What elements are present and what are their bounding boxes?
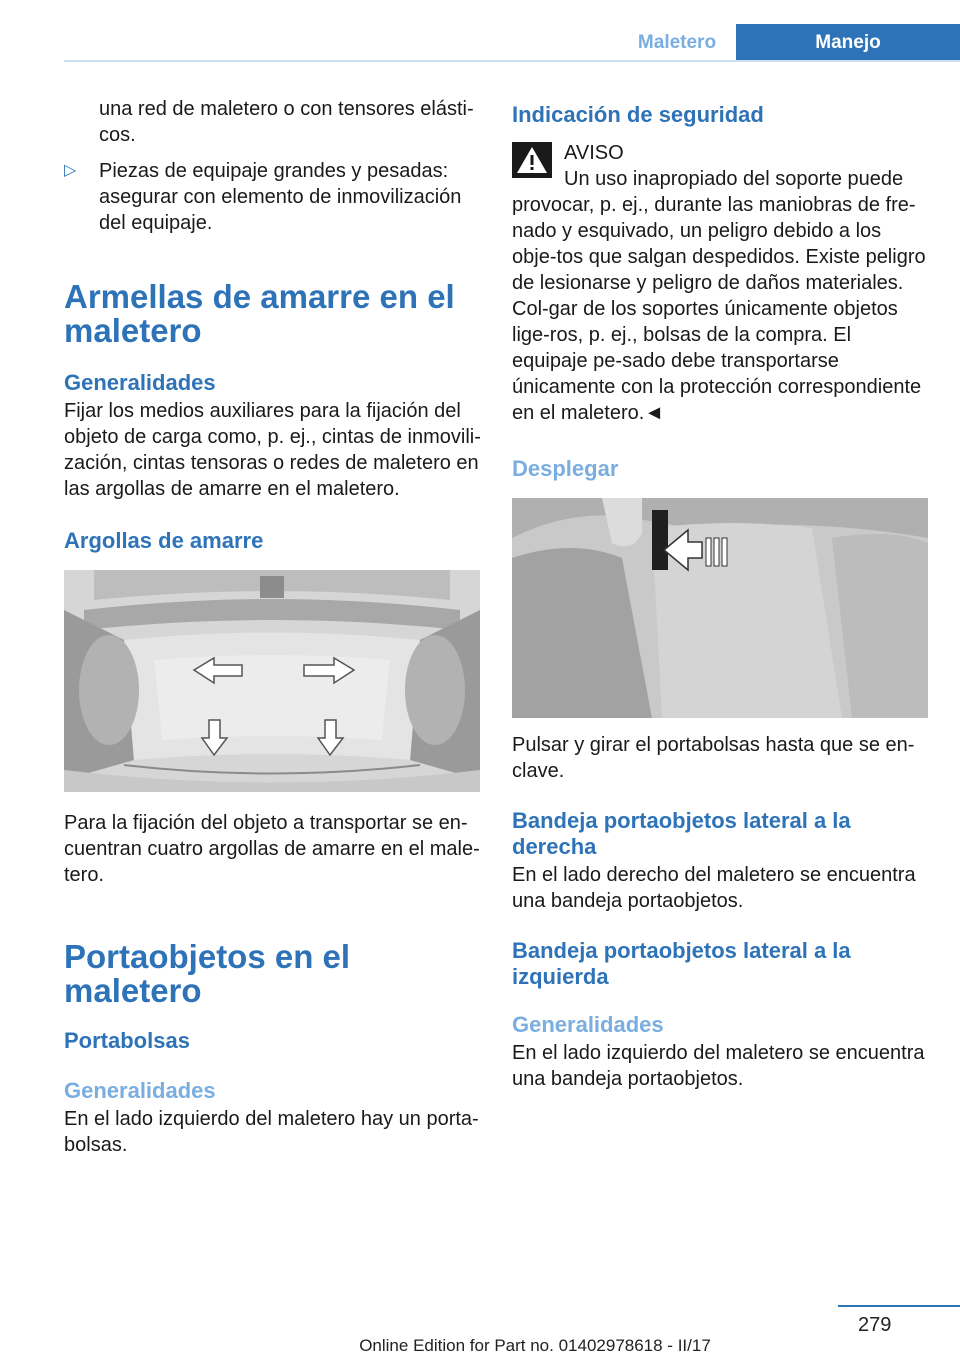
subheading-desplegar: Desplegar [512,456,619,481]
list-item [64,158,484,236]
paragraph-bandeja-derecha: En el lado derecho del maletero se encuentra una bandeja portaobjetos. [512,864,916,912]
subheading-generalidades-right: Generalidades [512,1012,664,1037]
paragraph-generalidades: Fijar los medios auxiliares para la fijación del objeto de carga como, p. ej., cintas de inmovili‐zación, cintas tensoras o redes de maletero en las argollas de amarre en el maletero. [64,400,481,500]
trunk-illustration [64,570,480,792]
warning-block [512,140,930,426]
trunk-lashing-eyes-image [64,570,480,792]
heading-argollas: Argollas de amarre [64,528,264,553]
warning-triangle-icon [512,142,552,178]
header-chapter-tab[interactable]: Manejo [736,24,960,62]
header-section-tab[interactable]: Maletero [620,24,734,62]
bullet-triangle-icon: ▷ [64,162,77,179]
header-divider [64,60,960,62]
bag-hook-image [512,498,928,718]
paragraph-bandeja-izquierda: En el lado izquierdo del maletero se encuentra una bandeja portaobjetos. [512,1042,925,1090]
subheading-generalidades: Generalidades [64,1078,216,1103]
paragraph-portabolsas: En el lado izquierdo del maletero hay un porta‐bolsas. [64,1108,479,1156]
heading-portabolsas: Portabolsas [64,1028,190,1053]
footer-edition: Online Edition for Part no. 01402978618 - II/17 [359,1336,711,1355]
page-number: 279 [858,1314,892,1336]
left-column [64,96,484,1158]
paragraph-argollas: Para la fijación del objeto a transportar se en‐cuentran cuatro argollas de amarre en el male‐tero. [64,812,480,886]
heading-bandeja-izquierda: Bandeja portaobjetos lateral a la izquierda [512,938,851,989]
heading-portaobjetos: Portaobjetos en el maletero [64,938,351,1009]
warning-text: Un uso inapropiado del soporte puede provocar, p. ej., durante las maniobras de fre‐nado y esquivado, un peligro debido a los obje‐tos que salgan despedidos. Existe peligro de lesionarse y peligro de daños materiales. Col‐gar de los soportes únicamente objetos lige‐ros, p. ej., bolsas de la compra. El equipaje pe‐sado debe transportarse únicamente con la protección correspondiente en el maletero.◄ [512,168,926,424]
warning-title: AVISO [564,142,624,164]
bullet-text: Piezas de equipaje grandes y pesadas: asegurar con elemento de inmovilización del equipaje. [99,160,462,234]
footer-divider [838,1305,960,1307]
page-header [0,24,960,62]
heading-generalidades: Generalidades [64,370,216,395]
heading-seguridad: Indicación de seguridad [512,102,764,127]
right-column [512,96,930,1092]
bag-hook-illustration [512,498,928,718]
paragraph-desplegar: Pulsar y girar el portabolsas hasta que se en‐clave. [512,734,915,782]
heading-armellas: Armellas de amarre en el maletero [64,278,455,349]
continued-bullet-text: una red de maletero o con tensores elásti‐cos. [99,98,474,146]
heading-bandeja-derecha: Bandeja portaobjetos lateral a la derecha [512,808,851,859]
